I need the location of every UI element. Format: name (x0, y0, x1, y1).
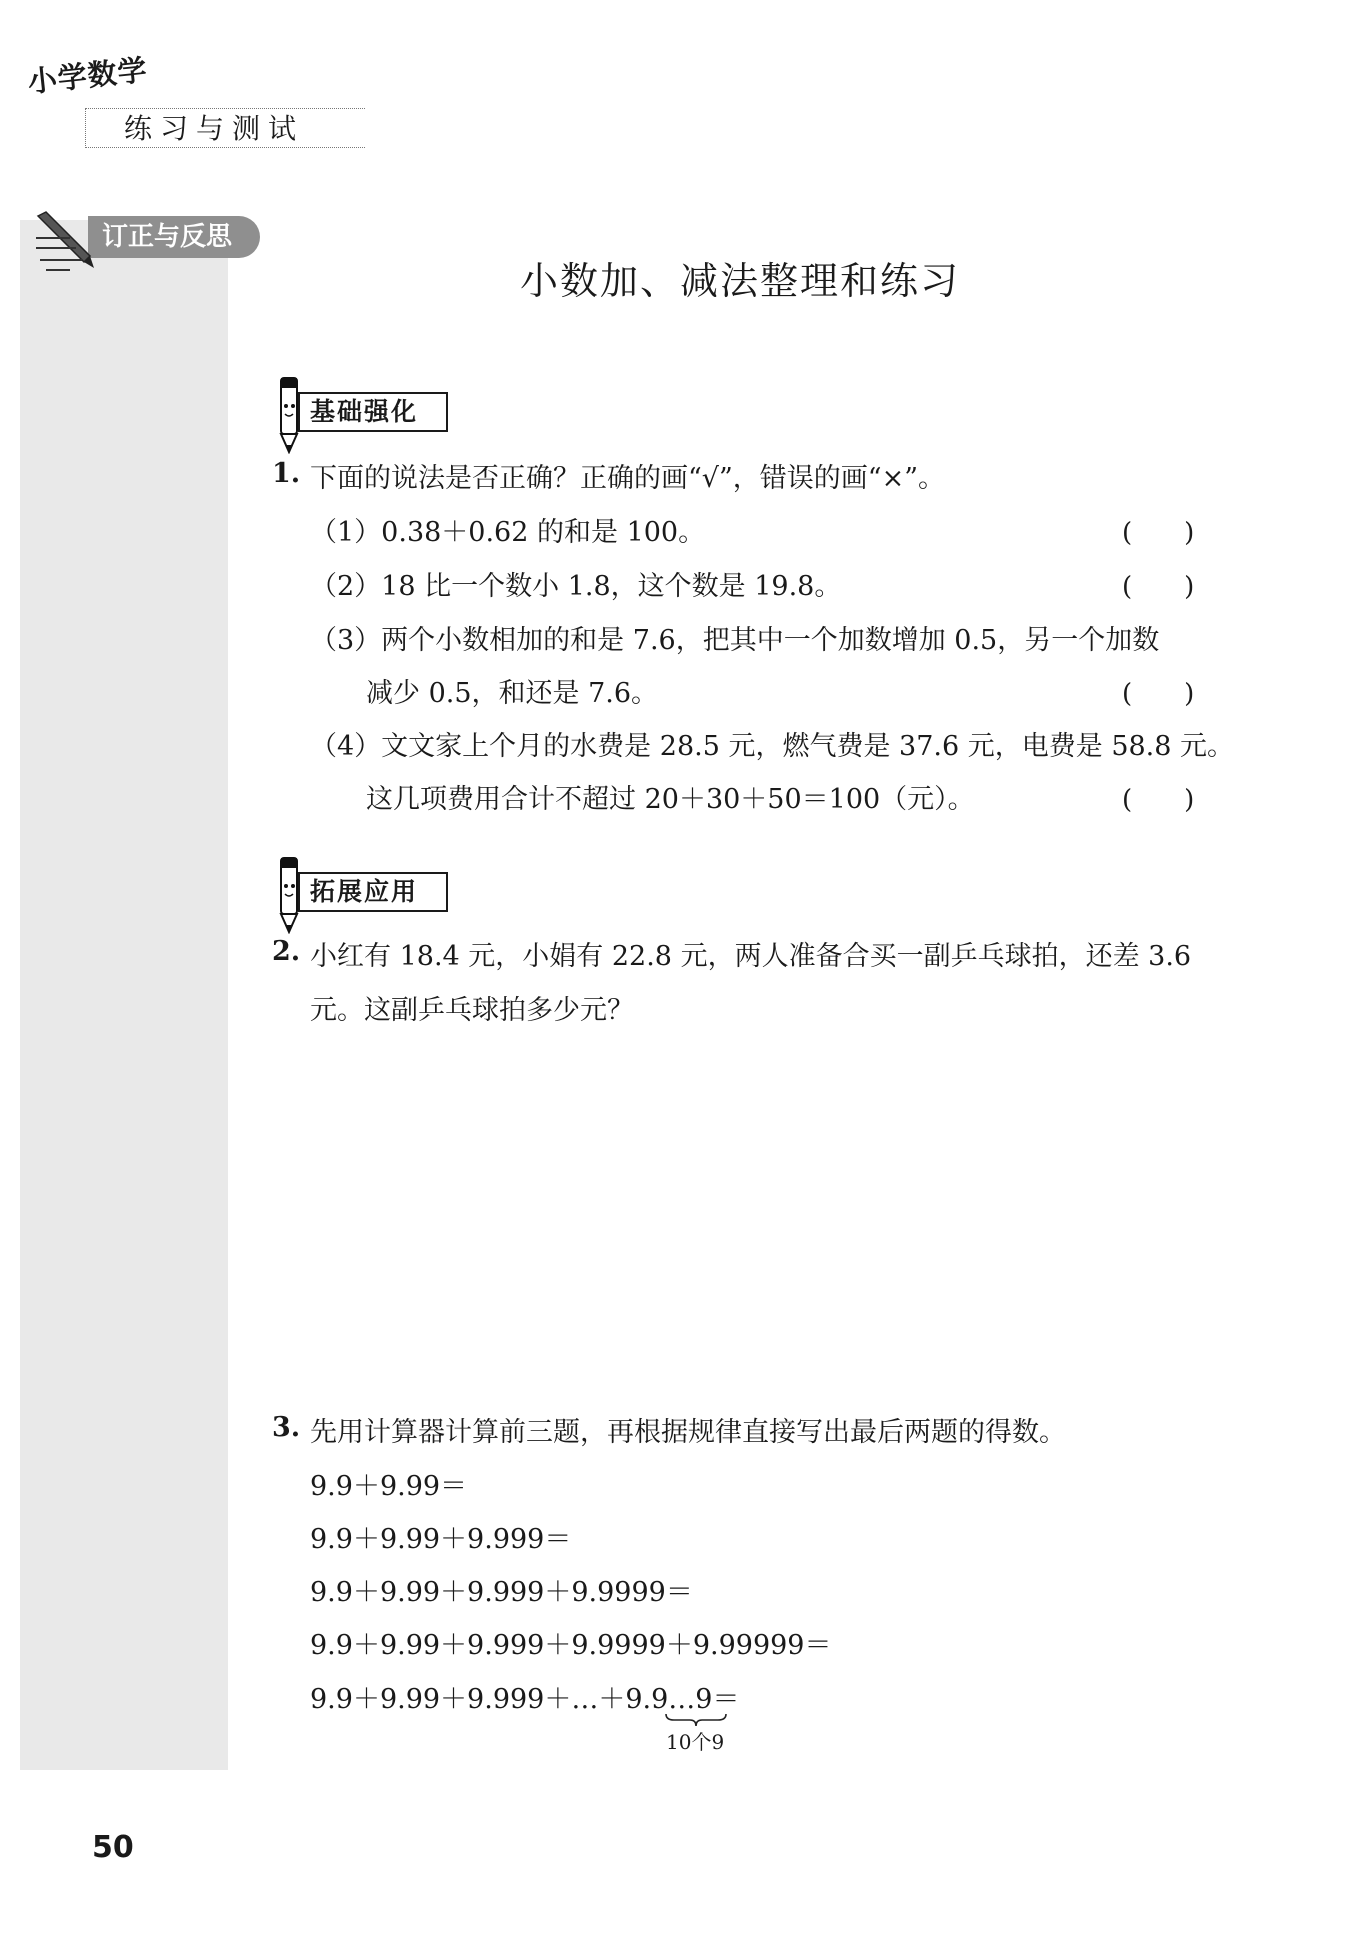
pencil-icon (30, 208, 100, 278)
statement-3: （3）两个小数相加的和是 7.6，把其中一个加数增加 0.5，另一个加数 (310, 625, 1160, 656)
page-title: 小数加、减法整理和练习 (519, 259, 960, 303)
page-number: 50 (92, 1830, 134, 1865)
section-basic-label: 基础强化 (298, 392, 448, 432)
equation-3: 9.9＋9.99＋9.999＋9.9999＝ (310, 1577, 693, 1608)
question-number: 1. (272, 458, 301, 489)
series-title: 小学数学 (26, 52, 150, 100)
answer-blank[interactable]: ( ) (1122, 518, 1195, 548)
equation-2: 9.9＋9.99＋9.999＝ (310, 1524, 572, 1555)
statement-4: （4）文文家上个月的水费是 28.5 元，燃气费是 37.6 元，电费是 58.8 元。 (310, 731, 1235, 762)
question-3-prompt: 先用计算器计算前三题，再根据规律直接写出最后两题的得数。 (310, 1417, 1066, 1448)
statement-4-cont: 这几项费用合计不超过 20＋30＋50＝100（元）。 (366, 784, 975, 815)
question-1-prompt: 下面的说法是否正确？正确的画“√”，错误的画“×”。 (310, 463, 946, 494)
correction-label: 订正与反思 (88, 216, 260, 258)
section-extended (272, 868, 472, 938)
statement-2: （2）18 比一个数小 1.8，这个数是 19.8。 (310, 571, 842, 602)
question-number: 2. (272, 936, 301, 967)
question-2-line-1: 小红有 18.4 元，小娟有 22.8 元，两人准备合买一副乒乓球拍，还差 3.6 (310, 941, 1192, 972)
answer-blank[interactable]: ( ) (1122, 572, 1195, 602)
underbrace-note: 10个9 (666, 1730, 725, 1754)
reflection-margin (20, 220, 228, 1770)
equation-5: 9.9＋9.99＋9.999＋…＋9.9…9＝ (310, 1684, 740, 1715)
statement-1: （1）0.38＋0.62 的和是 100。 (310, 517, 706, 548)
pencil-icon (272, 376, 306, 454)
question-number: 3. (272, 1412, 301, 1443)
section-extended-label: 拓展应用 (298, 872, 448, 912)
statement-3-cont: 减少 0.5，和还是 7.6。 (366, 678, 659, 709)
equation-1: 9.9＋9.99＝ (310, 1471, 468, 1502)
correction-badge (30, 208, 233, 278)
pencil-icon (272, 856, 306, 934)
equation-4: 9.9＋9.99＋9.999＋9.9999＋9.99999＝ (310, 1630, 832, 1661)
question-2-line-2: 元。这副乒乓球拍多少元？ (310, 995, 634, 1026)
section-basic (272, 388, 472, 458)
answer-blank[interactable]: ( ) (1122, 679, 1195, 709)
series-subtitle: 练习与测试 (85, 108, 365, 148)
answer-blank[interactable]: ( ) (1122, 785, 1195, 815)
